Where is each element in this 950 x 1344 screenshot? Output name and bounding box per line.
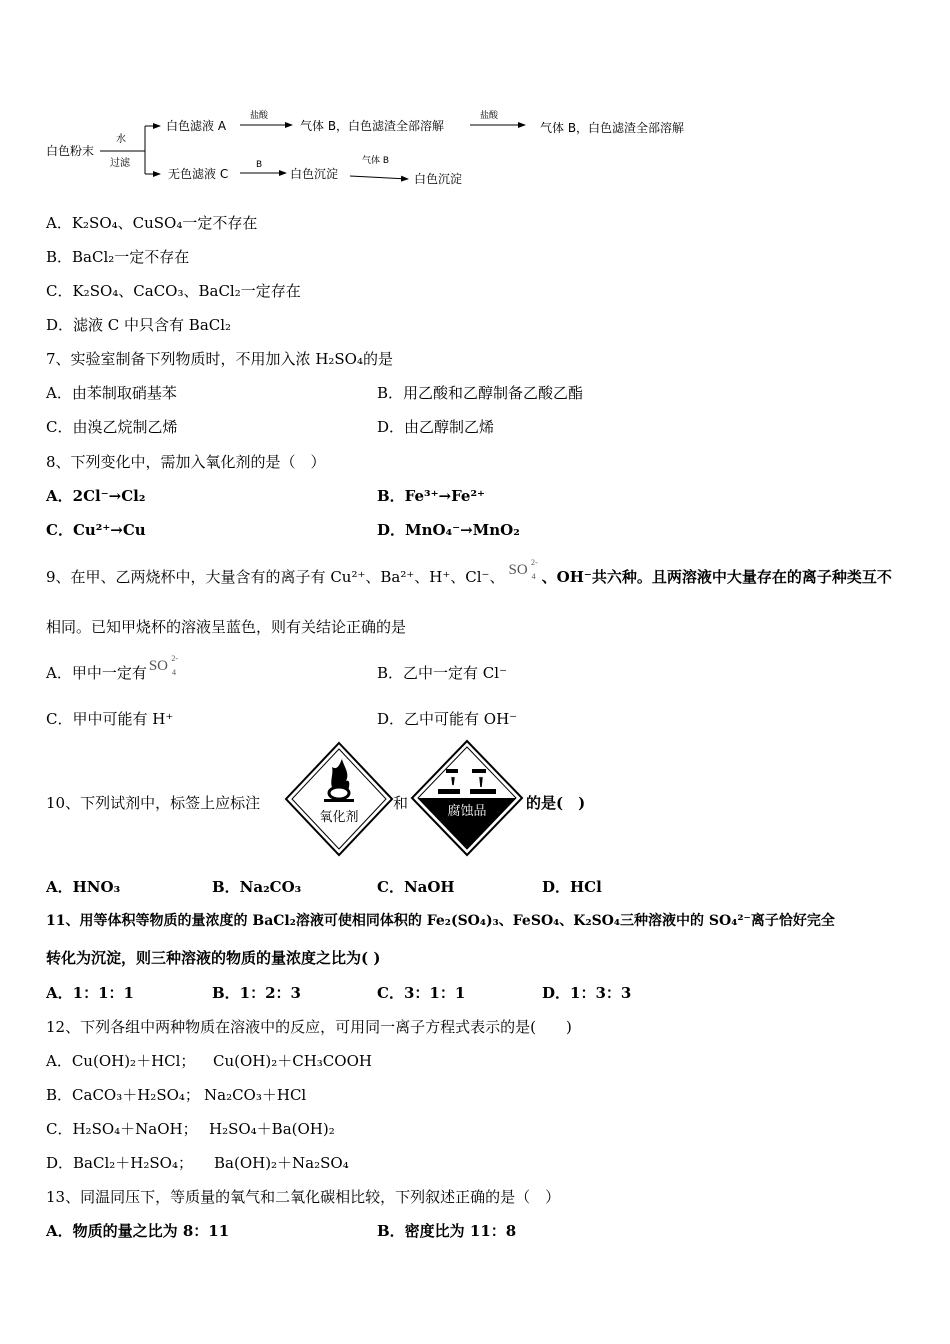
q9-option-b: B．乙中一定有 Cl⁻ [377, 664, 507, 682]
q13-stem: 13、同温同压下，等质量的氧气和二氧化碳相比较，下列叙述正确的是（ ） [46, 1188, 561, 1206]
flow-reagent-b: B [256, 160, 263, 170]
q10-option-b: B．Na₂CO₃ [212, 878, 302, 896]
sulfate-ion [148, 654, 179, 677]
q9-option-c: C．甲中可能有 H⁺ [46, 710, 174, 728]
sulfate-symbol: SO [508, 562, 528, 578]
q10-stem: 10、下列试剂中，标签上应标注 [46, 794, 261, 812]
flow-filter: 过滤 [110, 158, 130, 169]
oxidizer-hazard-label [284, 741, 394, 857]
q7-option-b: B．用乙酸和乙醇制备乙酸乙酯 [377, 384, 584, 402]
q11-stem-line-2: 转化为沉淀，则三种溶液的物质的量浓度之比为( ) [46, 949, 381, 967]
q9-option-a-text: A．甲中一定有 [46, 664, 147, 682]
flow-chart [40, 100, 740, 195]
q7-stem: 7、实验室制备下列物质时，不用加入浓 H₂SO₄的是 [46, 350, 393, 368]
q9-option-d: D．乙中可能有 OH⁻ [377, 710, 518, 728]
q12-option-d-2: Ba(OH)₂＋Na₂SO₄ [214, 1154, 349, 1172]
flow-gas-b: 气体 B [362, 156, 390, 166]
q8-option-a: A．2Cl⁻→Cl₂ [46, 487, 146, 505]
q9-stem-part-2: 、OH⁻共六种。且两溶液中大量存在的离子种类互不 [541, 568, 892, 586]
q12-option-b-1: B．CaCO₃＋H₂SO₄； [46, 1086, 200, 1104]
sulfate-charge: 2- [171, 654, 179, 663]
flow-start: 白色粉末 [46, 144, 95, 158]
q13-option-a: A．物质的量之比为 8：11 [46, 1222, 230, 1240]
corrosive-hazard-label [410, 739, 524, 857]
q6-option-d: D．滤液 C 中只含有 BaCl₂ [46, 316, 232, 334]
sulfate-subscript: 4 [531, 572, 536, 581]
q12-option-a-1: A．Cu(OH)₂＋HCl； [46, 1052, 196, 1070]
flow-precip-2: 白色沉淀 [414, 172, 463, 186]
corrosive-label-text: 腐蚀品 [447, 804, 487, 819]
q6-option-b: B．BaCl₂一定不存在 [46, 248, 190, 266]
flow-hcl-2: 盐酸 [480, 111, 499, 121]
flow-result-1: 气体 B，白色滤渣全部溶解 [300, 119, 445, 133]
q8-stem: 8、下列变化中，需加入氧化剂的是（ ） [46, 453, 326, 471]
oxidizer-label-text: 氧化剂 [319, 810, 359, 825]
q11-option-a: A．1：1：1 [46, 984, 134, 1002]
flow-precip-1: 白色沉淀 [290, 167, 339, 181]
q11-stem-line-1: 11、用等体积等物质的量浓度的 BaCl₂溶液可使相同体积的 Fe₂(SO₄)₃、FeSO₄、K₂SO₄三种溶液中的 SO₄²⁻离子恰好完全 [46, 913, 835, 929]
q12-option-b-2: Na₂CO₃＋HCl [204, 1086, 307, 1104]
q9-stem-line-2: 相同。已知甲烧杯的溶液呈蓝色，则有关结论正确的是 [46, 618, 407, 636]
sulfate-ion [508, 558, 538, 581]
flow-water: 水 [116, 134, 126, 145]
q12-option-c-2: H₂SO₄＋Ba(OH)₂ [209, 1120, 335, 1138]
q9-stem-part-1: 9、在甲、乙两烧杯中，大量含有的离子有 Cu²⁺、Ba²⁺、H⁺、Cl⁻、 [46, 568, 505, 586]
q9-option-a [46, 654, 179, 683]
q6-option-c: C．K₂SO₄、CaCO₃、BaCl₂一定存在 [46, 282, 301, 300]
q9-stem-line-1 [46, 558, 892, 587]
flow-result-2: 气体 B，白色滤渣全部溶解 [540, 121, 685, 135]
q11-option-c: C．3：1：1 [377, 984, 466, 1002]
sulfate-subscript: 4 [172, 668, 177, 677]
flow-hcl-1: 盐酸 [250, 111, 269, 121]
sulfate-charge: 2- [531, 558, 538, 567]
q11-option-d: D．1：3：3 [542, 984, 632, 1002]
q10-and: 和 [393, 794, 409, 812]
q10-end: 的是( ) [526, 794, 586, 812]
q8-option-b: B．Fe³⁺→Fe²⁺ [377, 487, 485, 505]
sulfate-symbol: SO [148, 658, 169, 674]
q10-option-c: C．NaOH [377, 878, 455, 896]
q8-option-d: D．MnO₄⁻→MnO₂ [377, 521, 520, 539]
q12-stem: 12、下列各组中两种物质在溶液中的反应，可用同一离子方程式表示的是( ) [46, 1018, 572, 1036]
q7-option-d: D．由乙醇制乙烯 [377, 418, 495, 436]
q6-option-a: A．K₂SO₄、CuSO₄一定不存在 [46, 214, 258, 232]
q13-option-b: B．密度比为 11：8 [377, 1222, 517, 1240]
q12-option-d-1: D．BaCl₂＋H₂SO₄； [46, 1154, 193, 1172]
q7-option-c: C．由溴乙烷制乙烯 [46, 418, 178, 436]
flow-filtrate-c: 无色滤液 C [168, 167, 229, 181]
q7-option-a: A．由苯制取硝基苯 [46, 384, 177, 402]
q12-option-c-1: C．H₂SO₄＋NaOH； [46, 1120, 198, 1138]
q11-option-b: B．1：2：3 [212, 984, 301, 1002]
q10-option-a: A．HNO₃ [46, 878, 121, 896]
q12-option-a-2: Cu(OH)₂＋CH₃COOH [213, 1052, 372, 1070]
q8-option-c: C．Cu²⁺→Cu [46, 521, 146, 539]
q10-option-d: D．HCl [542, 878, 602, 896]
flow-filtrate-a: 白色滤液 A [166, 119, 227, 133]
